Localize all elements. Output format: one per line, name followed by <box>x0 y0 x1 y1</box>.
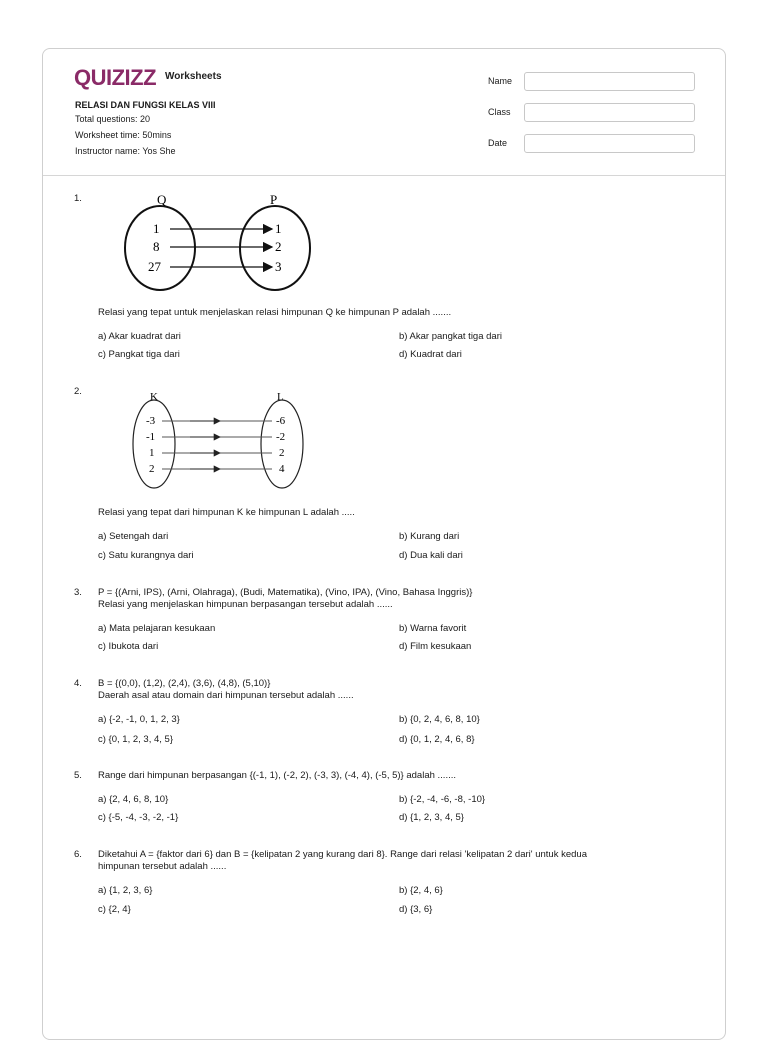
question-number: 4. <box>74 678 82 689</box>
worksheet-time: Worksheet time: 50mins <box>75 130 172 140</box>
set-k-item: -3 <box>146 415 156 427</box>
question-number: 5. <box>74 770 82 781</box>
question-text-line2: Daerah asal atau domain dari himpunan tersebut adalah ...... <box>98 690 354 701</box>
set-q-item: 27 <box>148 259 161 274</box>
set-q-label: Q <box>157 192 167 207</box>
option-d[interactable]: d) Dua kali dari <box>399 550 463 561</box>
relation-diagram-q-p <box>115 188 340 298</box>
option-a[interactable]: a) {1, 2, 3, 6} <box>98 885 153 896</box>
question-text-line2: Relasi yang menjelaskan himpunan berpasangan tersebut adalah ...... <box>98 599 393 610</box>
question-number: 3. <box>74 587 82 598</box>
option-c[interactable]: c) {0, 1, 2, 3, 4, 5} <box>98 734 173 745</box>
option-d[interactable]: d) Film kesukaan <box>399 641 472 652</box>
relation-diagram-k-l <box>128 386 338 496</box>
set-l-item: 2 <box>279 447 285 459</box>
option-a[interactable]: a) Mata pelajaran kesukaan <box>98 623 216 634</box>
option-b[interactable]: b) Kurang dari <box>399 531 460 542</box>
question-text: Diketahui A = {faktor dari 6} dan B = {kelipatan 2 yang kurang dari 8}. Range dari relasi 'kelipatan 2 dari' untuk kedua <box>98 849 587 860</box>
set-k-item: -1 <box>146 431 156 443</box>
question-text: Range dari himpunan berpasangan {(-1, 1), (-2, 2), (-3, 3), (-4, 4), (-5, 5)} adalah ....... <box>98 770 457 781</box>
class-field[interactable] <box>524 103 695 122</box>
option-b[interactable]: b) {0, 2, 4, 6, 8, 10} <box>399 714 480 725</box>
total-questions: Total questions: 20 <box>75 114 151 124</box>
set-q-item: 8 <box>153 239 160 254</box>
set-p-item: 3 <box>275 259 282 274</box>
set-p-item: 2 <box>275 239 282 254</box>
set-l-label: L <box>277 391 284 403</box>
set-q-item: 1 <box>153 221 160 236</box>
question-text-line2: himpunan tersebut adalah ...... <box>98 861 227 872</box>
option-b[interactable]: b) {2, 4, 6} <box>399 885 443 896</box>
set-k-item: 1 <box>149 447 155 459</box>
option-d[interactable]: d) {0, 1, 2, 4, 6, 8} <box>399 734 475 745</box>
question-number: 1. <box>74 193 82 204</box>
option-c[interactable]: c) Satu kurangnya dari <box>98 550 194 561</box>
worksheet-header <box>43 49 725 176</box>
option-b[interactable]: b) {-2, -4, -6, -8, -10} <box>399 794 486 805</box>
option-d[interactable]: d) {1, 2, 3, 4, 5} <box>399 812 464 823</box>
logo-subtitle: Worksheets <box>165 71 222 82</box>
name-field[interactable] <box>524 72 695 91</box>
question-text: P = {(Arni, IPS), (Arni, Olahraga), (Budi, Matematika), (Vino, IPA), (Vino, Bahasa Inggris)} <box>98 587 473 598</box>
option-a[interactable]: a) {-2, -1, 0, 1, 2, 3} <box>98 714 180 725</box>
set-l-item: 4 <box>279 463 285 475</box>
worksheet-title: RELASI DAN FUNGSI KELAS VIII <box>75 100 216 110</box>
option-a[interactable]: a) Akar kuadrat dari <box>98 331 181 342</box>
name-label: Name <box>488 76 513 86</box>
instructor-name: Instructor name: Yos She <box>75 146 176 156</box>
quizizz-logo: QUIZIZZ <box>74 65 157 90</box>
option-d[interactable]: d) Kuadrat dari <box>399 349 462 360</box>
option-c[interactable]: c) Ibukota dari <box>98 641 159 652</box>
date-label: Date <box>488 138 508 148</box>
set-p-item: 1 <box>275 221 282 236</box>
date-field[interactable] <box>524 134 695 153</box>
option-d[interactable]: d) {3, 6} <box>399 904 433 915</box>
option-c[interactable]: c) {-5, -4, -3, -2, -1} <box>98 812 179 823</box>
set-p-label: P <box>270 192 278 207</box>
set-l-item: -2 <box>276 431 286 443</box>
question-text: Relasi yang tepat untuk menjelaskan relasi himpunan Q ke himpunan P adalah ....... <box>98 307 452 318</box>
set-q-ellipse <box>125 206 195 290</box>
option-c[interactable]: c) Pangkat tiga dari <box>98 349 180 360</box>
set-k-item: 2 <box>149 463 155 475</box>
question-text: B = {(0,0), (1,2), (2,4), (3,6), (4,8), (5,10)} <box>98 678 271 689</box>
class-label: Class <box>488 107 511 117</box>
option-b[interactable]: b) Akar pangkat tiga dari <box>399 331 502 342</box>
question-text: Relasi yang tepat dari himpunan K ke himpunan L adalah ..... <box>98 507 355 518</box>
set-k-label: K <box>150 391 158 403</box>
option-b[interactable]: b) Warna favorit <box>399 623 467 634</box>
set-l-item: -6 <box>276 415 286 427</box>
option-a[interactable]: a) {2, 4, 6, 8, 10} <box>98 794 169 805</box>
option-c[interactable]: c) {2, 4} <box>98 904 131 915</box>
question-number: 6. <box>74 849 82 860</box>
question-number: 2. <box>74 386 82 397</box>
option-a[interactable]: a) Setengah dari <box>98 531 169 542</box>
